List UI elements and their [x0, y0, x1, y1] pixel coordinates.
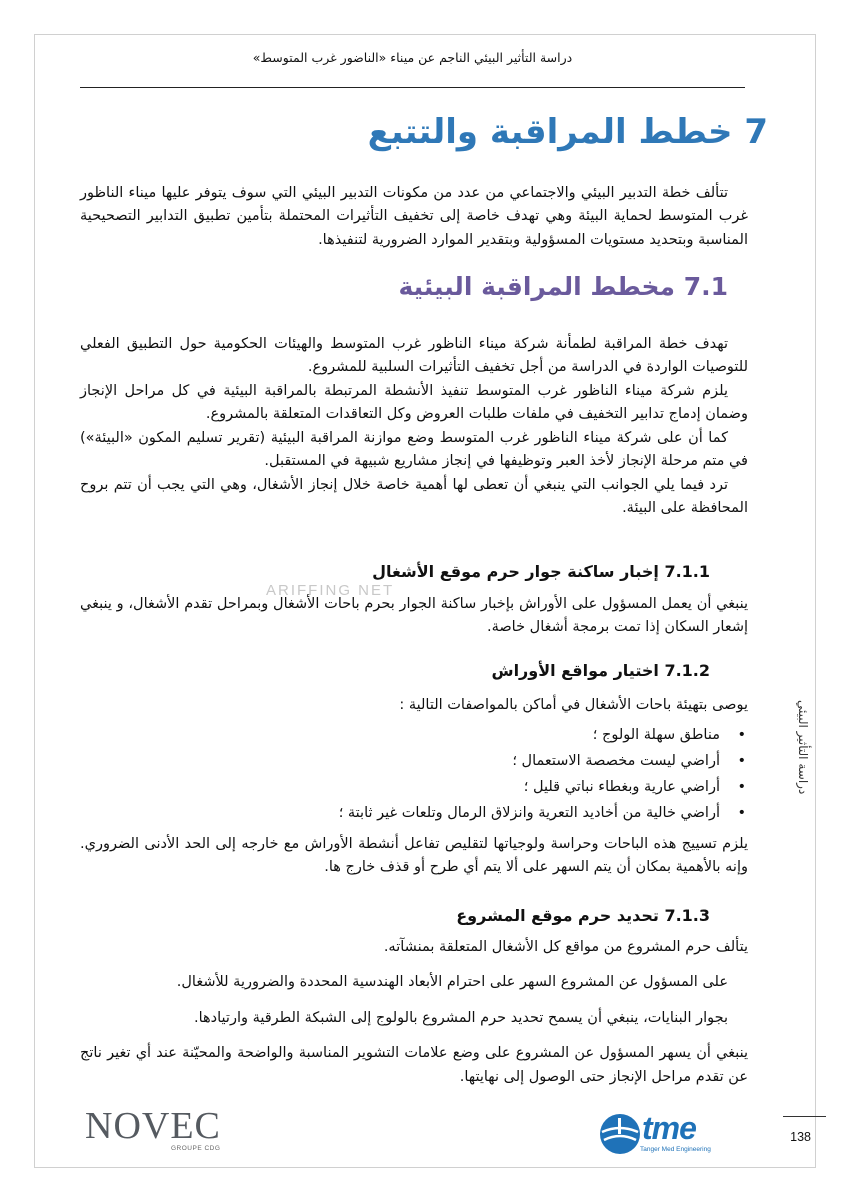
paragraph: يلزم شركة ميناء الناظور غرب المتوسط تنفيذ الأنشطة المرتبطة بالمراقبة البيئية في كل مراحل الإنجاز وضمان إدماج تدابير التخفيف في ملفات طلبات العروض وكل التعاقدات المتعلقة بالمشروع.	[80, 382, 748, 423]
tme-globe-icon	[598, 1112, 642, 1156]
section-7-1-2-intro	[80, 694, 748, 717]
section-7-1-2-closing	[80, 833, 748, 880]
footer-rule	[783, 1116, 826, 1117]
tme-logo-text: tme	[642, 1110, 696, 1146]
page-number: 138	[790, 1130, 811, 1144]
intro-paragraph: تتألف خطة التدبير البيئي والاجتماعي من عدد من مكونات التدبير البيئي التي سوف يتوفر عليها ميناء الناظور غرب المتوسط لحماية البيئة وهي تهدف خاصة إلى تخفيف التأثيرات المحتملة بتأمين تطبيق التدابير التصحيحية المناسبة وبتحديد مستويات المسؤولية وبتقدير الموارد الضرورية لتنفيذها.	[80, 185, 748, 248]
list-item: • مناطق سهلة الولوج ؛	[80, 722, 720, 748]
section-7-1-3-body	[80, 936, 748, 1101]
watermark: ARIFFING NET	[266, 582, 395, 599]
paragraph: على المسؤول عن المشروع السهر على احترام الأبعاد الهندسية المحددة والضرورية للأشغال.	[176, 974, 728, 991]
list-item: • أراضي عارية وبغطاء نباتي قليل ؛	[80, 774, 720, 800]
section-7-1-1-body	[80, 593, 748, 640]
section-7-1-1-title: 7.1.1 إخبار ساكنة جوار حرم موقع الأشغال	[372, 562, 710, 581]
paragraph: يتألف حرم المشروع من مواقع كل الأشغال المتعلقة بمنشآته.	[383, 939, 748, 955]
section-7-1-title: 7.1 مخطط المراقبة البيئية	[398, 272, 728, 301]
paragraph: ينبغي أن يعمل المسؤول على الأوراش بإخبار ساكنة الجوار بحرم باحات الأشغال وبمراحل تقدم الأشغال، و ينبغي إشعار السكان إذا تمت برمجة أشغال خاصة.	[80, 596, 748, 636]
paragraph: تهدف خطة المراقبة لطمأنة شركة ميناء الناظور غرب المتوسط والهيئات الحكومية حول التطبيق الفعلي للتوصيات الواردة في الدراسة من أجل تخفيف التأثيرات السلبية للمشروع.	[80, 336, 748, 376]
site-criteria-list	[80, 722, 748, 826]
paragraph: يوصى بتهيئة باحات الأشغال في أماكن بالمواصفات التالية :	[399, 697, 748, 713]
paragraph: يلزم تسييج هذه الباحات وحراسة ولوجياتها لتقليص تفاعل أنشطة الأوراش مع خارجه إلى الحد الأدنى الضروري. وإنه بالأهمية بمكان أن يتم السهر على ألا يتم أي طرح أو قذف خارج ها.	[80, 836, 748, 876]
paragraph: بجوار البنايات، ينبغي أن يسمح تحديد حرم المشروع بالولوج إلى الشبكة الطرقية وارتيادها.	[193, 1009, 728, 1026]
header-rule	[80, 87, 745, 88]
tme-logo	[598, 1112, 730, 1160]
novec-logo-text: NOVEC	[85, 1105, 221, 1147]
side-vertical-text: دراسة التأثير البيئي	[796, 700, 810, 795]
paragraph: ترد فيما يلي الجوانب التي ينبغي أن تعطى لها أهمية خاصة خلال إنجاز الأشغال، وهي التي يجب أن تتم بروح المحافظة على البيئة.	[80, 476, 748, 517]
chapter-intro	[80, 182, 748, 252]
chapter-title: 7 خطط المراقبة والتتبع	[367, 112, 768, 152]
list-item: • أراضي ليست مخصصة الاستعمال ؛	[80, 748, 720, 774]
section-7-1-3-title: 7.1.3 تحديد حرم موقع المشروع	[456, 906, 710, 925]
section-7-1-body	[80, 333, 748, 521]
paragraph: ينبغي أن يسهر المسؤول عن المشروع على وضع علامات التشوير المناسبة والواضحة والمحيّنة عند أي تغير ناتج عن تقدم مراحل الإنجاز حتى الوصول إلى نهايتها.	[80, 1045, 748, 1085]
list-item: • أراضي خالية من أخاديد التعرية وانزلاق الرمال وتلعات غير ثابتة ؛	[80, 800, 720, 826]
paragraph: كما أن على شركة ميناء الناظور غرب المتوسط وضع موازنة المراقبة البيئية (تقرير تسليم المكون «البيئة») في متم مرحلة الإنجاز لأخذ العبر وتوظيفها في إنجاز مشاريع شبيهة في المستقبل.	[80, 429, 748, 470]
novec-logo-subtitle: GROUPE CDG	[171, 1145, 221, 1152]
section-7-1-2-title: 7.1.2 اختيار مواقع الأوراش	[491, 661, 710, 680]
running-header: دراسة التأثير البيئي الناجم عن ميناء «الناضور غرب المتوسط»	[252, 50, 573, 65]
tme-logo-subtitle: Tanger Med Engineering	[640, 1146, 711, 1153]
novec-logo	[85, 1107, 221, 1152]
